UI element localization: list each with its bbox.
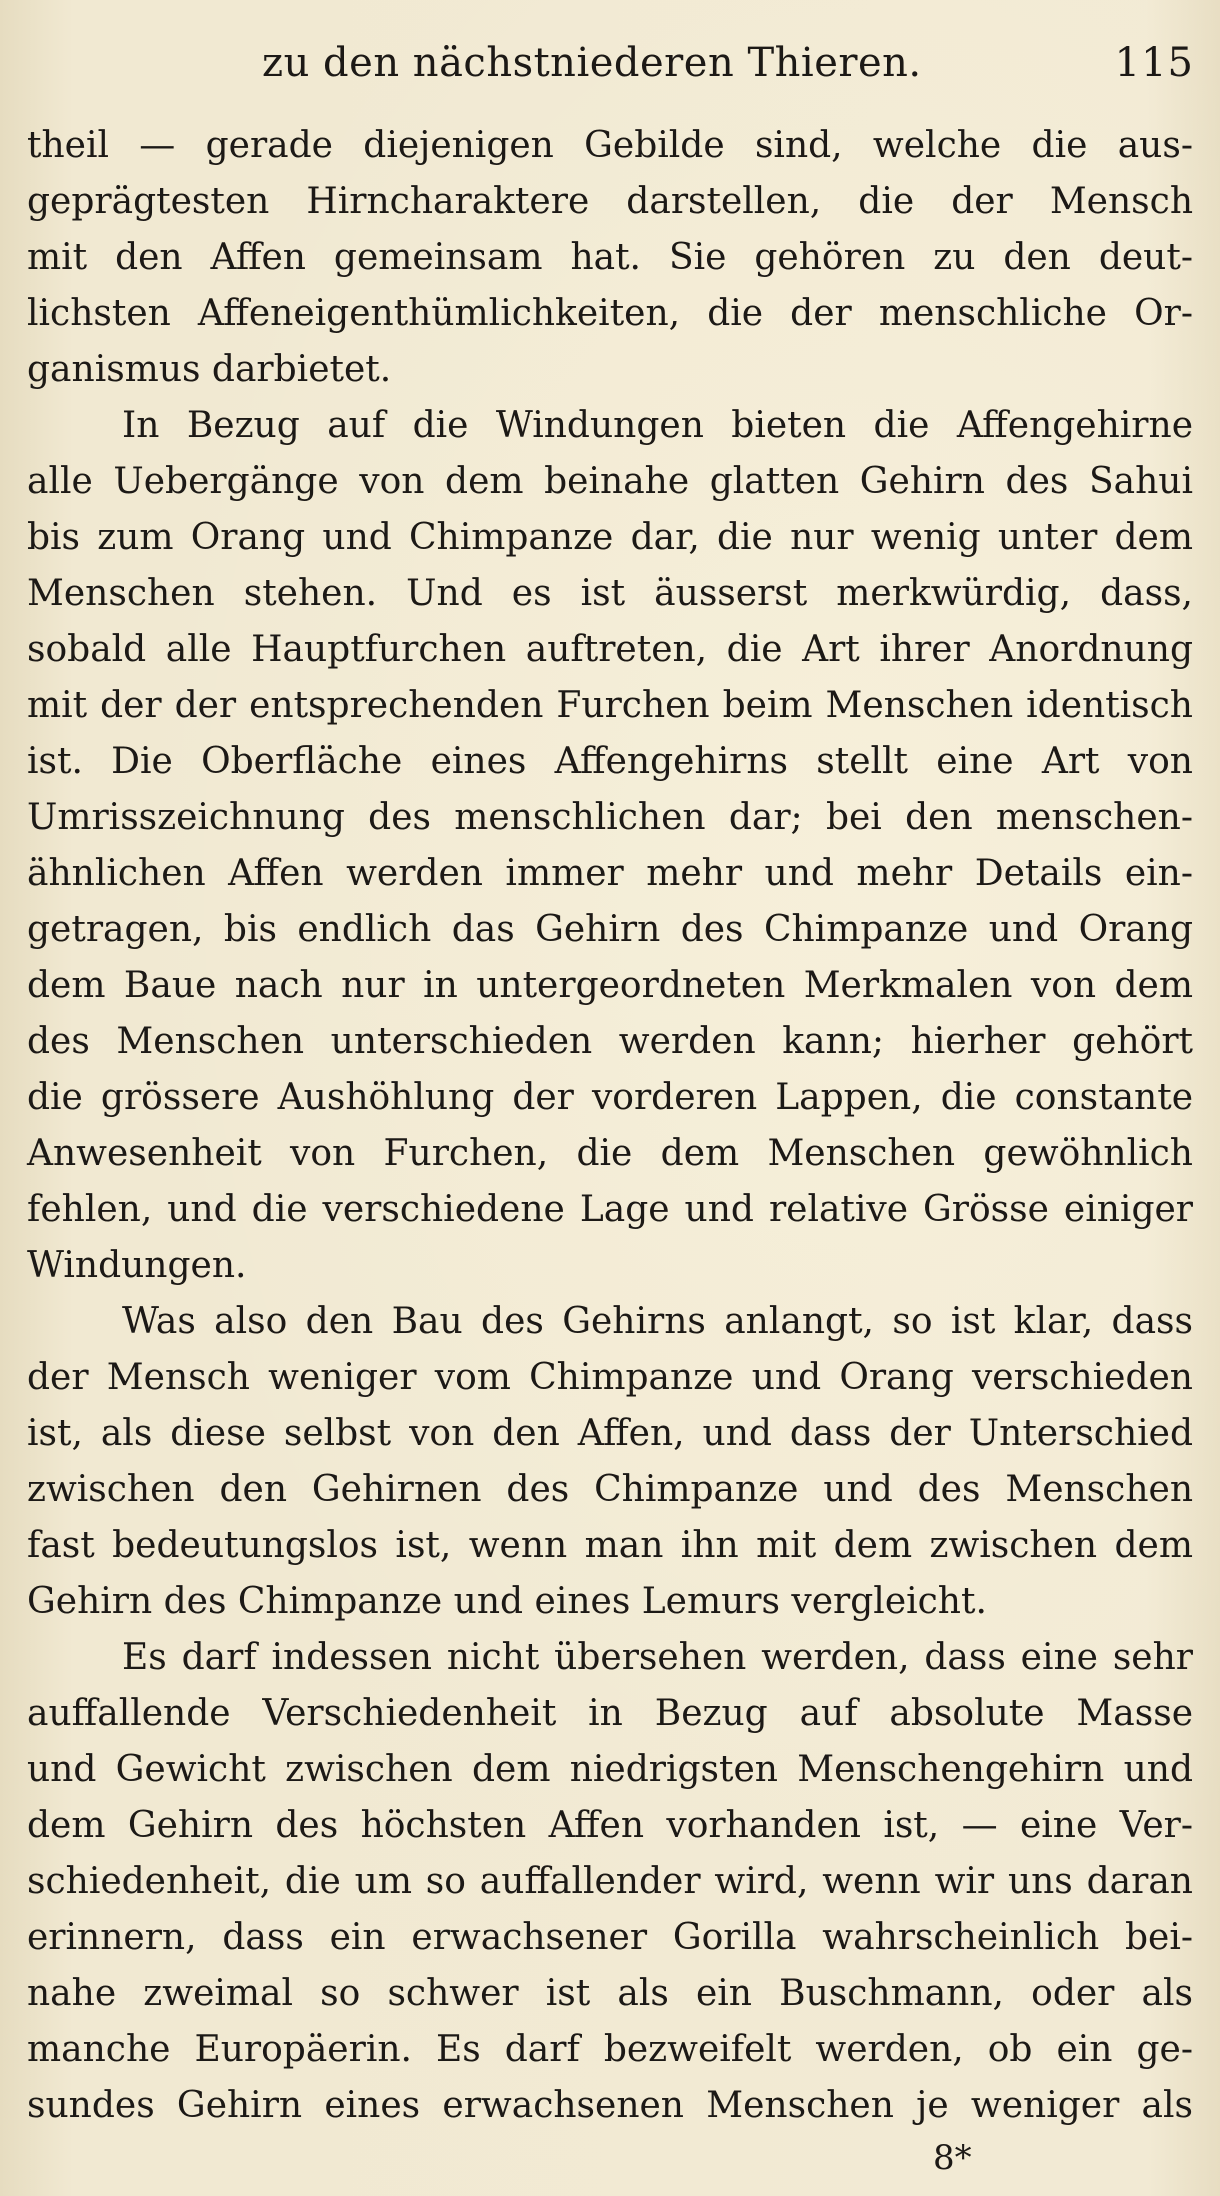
- text-line: Was also den Bau des Gehirns anlangt, so ist klar, dass: [122, 1301, 1193, 1342]
- text-line: lichsten Affeneigenthümlichkeiten, die der menschliche Or-: [27, 293, 1193, 334]
- text-line: ist. Die Oberfläche eines Affengehirns stellt eine Art von: [27, 741, 1193, 782]
- text-line: Anwesenheit von Furchen, die dem Menschen gewöhnlich: [27, 1133, 1193, 1174]
- text-line: nahe zweimal so schwer ist als ein Buschmann, oder als: [27, 1973, 1193, 2014]
- signature-mark: 8*: [933, 2138, 972, 2178]
- text-line: ist, als diese selbst von den Affen, und dass der Unterschied: [27, 1413, 1193, 1454]
- text-line: dem Baue nach nur in untergeordneten Merkmalen von dem: [27, 965, 1193, 1006]
- text-line: dem Gehirn des höchsten Affen vorhanden ist, — eine Ver-: [27, 1805, 1193, 1846]
- text-line: zwischen den Gehirnen des Chimpanze und des Menschen: [27, 1469, 1193, 1510]
- text-line: der Mensch weniger vom Chimpanze und Orang verschieden: [27, 1357, 1193, 1398]
- text-line: In Bezug auf die Windungen bieten die Affengehirne: [122, 405, 1193, 446]
- text-line: und Gewicht zwischen dem niedrigsten Menschengehirn und: [27, 1749, 1193, 1790]
- text-line: ähnlichen Affen werden immer mehr und mehr Details ein-: [27, 853, 1193, 894]
- text-line: alle Uebergänge von dem beinahe glatten Gehirn des Sahui: [27, 461, 1193, 502]
- text-line: Es darf indessen nicht übersehen werden, dass eine sehr: [122, 1637, 1193, 1678]
- text-line: theil — gerade diejenigen Gebilde sind, welche die aus-: [27, 125, 1193, 166]
- text-line: ganismus darbietet.: [27, 349, 392, 390]
- text-line: schiedenheit, die um so auffallender wird, wenn wir uns daran: [27, 1861, 1193, 1902]
- text-line: Menschen stehen. Und es ist äusserst merkwürdig, dass,: [27, 573, 1193, 614]
- text-line: geprägtesten Hirncharaktere darstellen, die der Mensch: [27, 181, 1193, 222]
- text-line: Umrisszeichnung des menschlichen dar; bei den menschen-: [27, 797, 1193, 838]
- page-number: 115: [1114, 40, 1194, 86]
- text-line: fast bedeutungslos ist, wenn man ihn mit dem zwischen dem: [27, 1525, 1193, 1566]
- text-line: Windungen.: [27, 1245, 247, 1286]
- text-line: getragen, bis endlich das Gehirn des Chimpanze und Orang: [27, 909, 1193, 950]
- text-line: sundes Gehirn eines erwachsenen Menschen je weniger als: [27, 2085, 1193, 2126]
- text-line: Gehirn des Chimpanze und eines Lemurs vergleicht.: [27, 1581, 987, 1622]
- text-line: erinnern, dass ein erwachsener Gorilla wahrscheinlich bei-: [27, 1917, 1193, 1958]
- text-line: fehlen, und die verschiedene Lage und relative Grösse einiger: [27, 1189, 1193, 1230]
- body-text: [27, 118, 1193, 2134]
- text-line: bis zum Orang und Chimpanze dar, die nur wenig unter dem: [27, 517, 1193, 558]
- text-line: die grössere Aushöhlung der vorderen Lappen, die constante: [27, 1077, 1193, 1118]
- text-line: des Menschen unterschieden werden kann; hierher gehört: [27, 1021, 1193, 1062]
- text-line: manche Europäerin. Es darf bezweifelt werden, ob ein ge-: [27, 2029, 1193, 2070]
- text-line: mit der der entsprechenden Furchen beim Menschen identisch: [27, 685, 1193, 726]
- text-line: mit den Affen gemeinsam hat. Sie gehören zu den deut-: [27, 237, 1193, 278]
- running-title: zu den nächstniederen Thieren.: [262, 40, 922, 86]
- text-line: auffallende Verschiedenheit in Bezug auf absolute Masse: [27, 1693, 1193, 1734]
- text-line: sobald alle Hauptfurchen auftreten, die Art ihrer Anordnung: [27, 629, 1193, 670]
- page-header: [0, 40, 1220, 100]
